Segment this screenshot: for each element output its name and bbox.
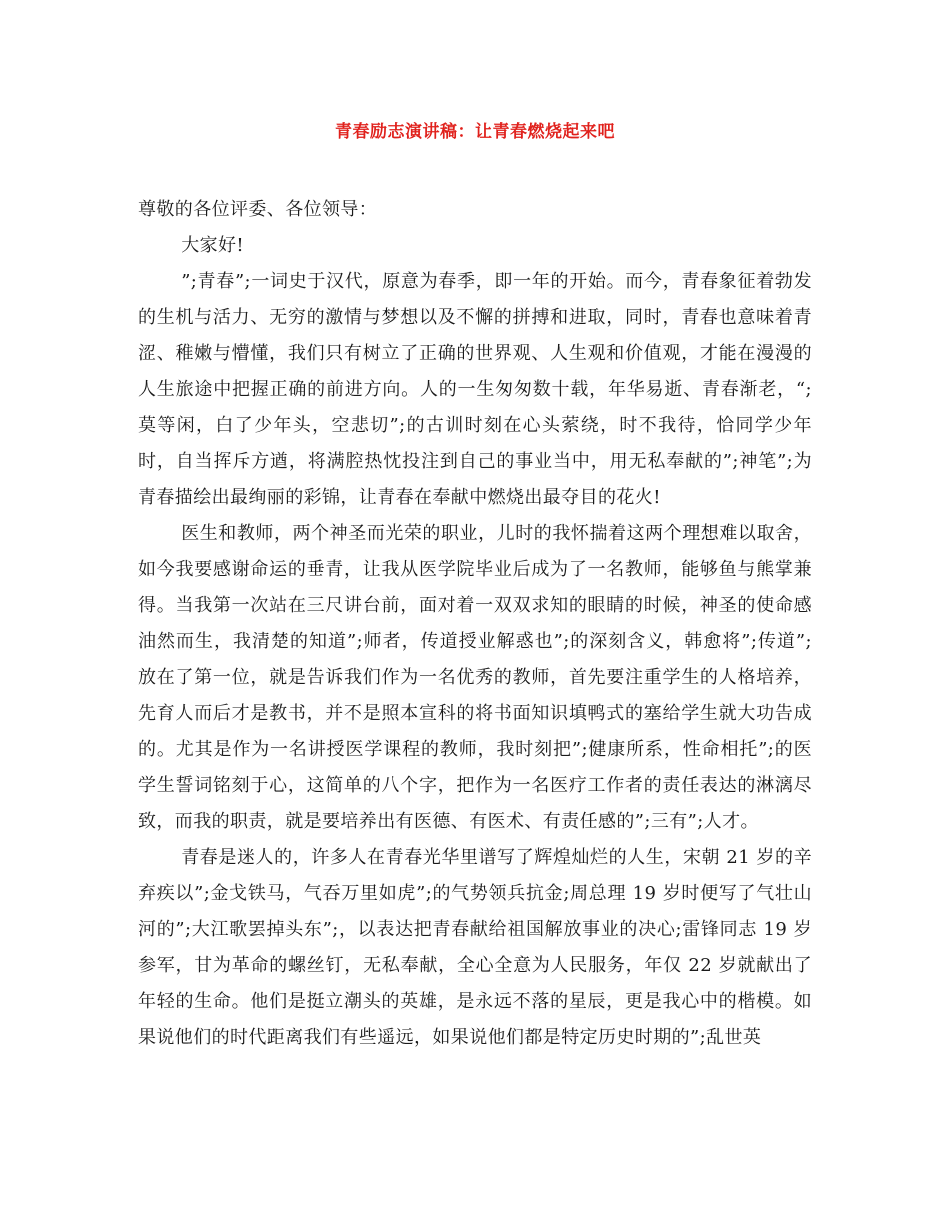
body-paragraph-3: 青春是迷人的，许多人在青春光华里谱写了辉煌灿烂的人生，宋朝 21 岁的辛弃疾以”;金戈铁马，气吞万里如虎”;的气势领兵抗金;周总理 19 岁时便写了气壮山河的”;大江歌罢掉头东”;，以表达把青春献给祖国解放事业的决心;雷锋同志 19 岁参军，甘为革命的螺丝钉，无私奉献，全心全意为人民服务，年仅 22 岁就献出了年轻的生命。他们是挺立潮头的英雄，是永远不落的星辰，更是我心中的楷模。如果说他们的时代距离我们有些遥远，如果说他们都是特定历史时期的”;乱世英 xyxy=(138,847,812,1048)
body-paragraph-2: 医生和教师，两个神圣而光荣的职业，儿时的我怀揣着这两个理想难以取舍，如今我要感谢命运的垂青，让我从医学院毕业后成为了一名教师，能够鱼与熊掌兼得。当我第一次站在三尺讲台前，面对着一双双求知的眼睛的时候，神圣的使命感油然而生，我清楚的知道”;师者，传道授业解惑也”;的深刻含义，韩愈将”;传道”; 放在了第一位，就是告诉我们作为一名优秀的教师，首先要注重学生的人格培养，先育人而后才是教书，并不是照本宣科的将书面知识填鸭式的塞给学生就大功告成的。尤其是作为一名讲授医学课程的教师，我时刻把”;健康所系，性命相托”;的医学生誓词铭刻于心，这简单的八个字，把作为一名医疗工作者的责任表达的淋漓尽致，而我的职责，就是要培养出有医德、有医术、有责任感的”;三有”;人才。 xyxy=(138,523,812,832)
salutation: 尊敬的各位评委、各位领导： xyxy=(138,199,378,220)
body-paragraph-1: ”;青春”;一词史于汉代，原意为春季，即一年的开始。而今，青春象征着勃发的生机与活力、无穷的激情与梦想以及不懈的拼搏和进取，同时，青春也意味着青涩、稚嫩与懵懂，我们只有树立了正确的世界观、人生观和价值观，才能在漫漫的人生旅途中把握正确的前进方向。人的一生匆匆数十载，年华易逝、青春渐老，“;莫等闲，白了少年头，空悲切”;的古训时刻在心头萦绕，时不我待，恰同学少年时，自当挥斥方遒，将满腔热忱投注到自己的事业当中，用无私奉献的”;神笔”;为青春描绘出最绚丽的彩锦，让青春在奉献中燃烧出最夺目的花火! xyxy=(138,271,812,508)
greeting: 大家好! xyxy=(181,235,245,256)
document-title: 青春励志演讲稿：让青春燃烧起来吧 xyxy=(335,122,615,142)
